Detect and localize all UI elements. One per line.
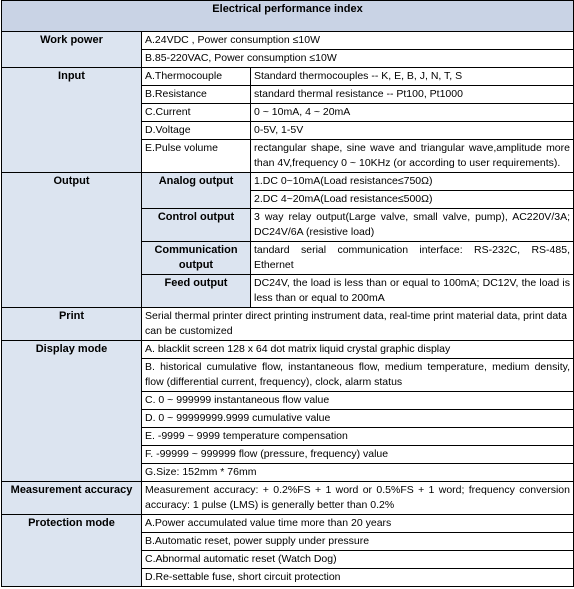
table-row xyxy=(2,308,574,341)
input-label: Input xyxy=(2,68,142,173)
protection-a: A.Power accumulated value time more than 20 years xyxy=(142,515,574,533)
table-header-row xyxy=(2,1,574,32)
feed-output-value: DC24V, the load is less than or equal to 100mA; DC12V, the load is less than or equal to 200mA xyxy=(251,275,574,308)
input-value-current: 0 ~ 10mA, 4 ~ 20mA xyxy=(251,104,574,122)
work-power-label: Work power xyxy=(2,32,142,68)
display-mode-label: Display mode xyxy=(2,341,142,482)
table-row xyxy=(2,341,574,359)
table-title: Electrical performance index xyxy=(2,1,574,32)
display-g: G.Size: 152mm * 76mm xyxy=(142,464,574,482)
measurement-accuracy-value: Measurement accuracy: + 0.2%FS + 1 word or 0.5%FS + 1 word; frequency conversion accuracy: 1 pulse (LMS) is generally better than 0.2% xyxy=(142,482,574,515)
input-value-pulse: rectangular shape, sine wave and triangular wave,amplitude more than 4V,frequency 0 ~ 10KHz (or according to user requirements). xyxy=(251,140,574,173)
measurement-accuracy-label: Measurement accuracy xyxy=(2,482,142,515)
electrical-performance-table xyxy=(1,0,574,587)
table-row xyxy=(2,68,574,86)
feed-output-label: Feed output xyxy=(142,275,251,308)
protection-d: D.Re-settable fuse, short circuit protection xyxy=(142,569,574,587)
display-f: F. -99999 ~ 999999 flow (pressure, frequency) value xyxy=(142,446,574,464)
display-e: E. -9999 ~ 9999 temperature compensation xyxy=(142,428,574,446)
input-name-resistance: B.Resistance xyxy=(142,86,251,104)
print-label: Print xyxy=(2,308,142,341)
table-row xyxy=(2,515,574,533)
table-row xyxy=(2,32,574,50)
input-name-current: C.Current xyxy=(142,104,251,122)
input-value-resistance: standard thermal resistance -- Pt100, Pt1000 xyxy=(251,86,574,104)
communication-output-value: tandard serial communication interface: RS-232C, RS-485, Ethernet xyxy=(251,242,574,275)
protection-b: B.Automatic reset, power supply under pressure xyxy=(142,533,574,551)
work-power-a: A.24VDC , Power consumption ≤10W xyxy=(142,32,574,50)
input-name-thermocouple: A.Thermocouple xyxy=(142,68,251,86)
analog-output-1: 1.DC 0~10mA(Load resistance≤750Ω) xyxy=(251,173,574,191)
protection-mode-label: Protection mode xyxy=(2,515,142,587)
display-c: C. 0 ~ 999999 instantaneous flow value xyxy=(142,392,574,410)
communication-output-label: Communication output xyxy=(142,242,251,275)
input-value-thermocouple: Standard thermocouples -- K, E, B, J, N, T, S xyxy=(251,68,574,86)
display-a: A. blacklit screen 128 x 64 dot matrix liquid crystal graphic display xyxy=(142,341,574,359)
table-row xyxy=(2,173,574,191)
print-value: Serial thermal printer direct printing instrument data, real-time print material data, print data can be customized xyxy=(142,308,574,341)
input-value-voltage: 0-5V, 1-5V xyxy=(251,122,574,140)
work-power-b: B.85-220VAC, Power consumption ≤10W xyxy=(142,50,574,68)
display-d: D. 0 ~ 99999999.9999 cumulative value xyxy=(142,410,574,428)
display-b: B. historical cumulative flow, instantaneous flow, medium temperature, medium density, flow (differential current, frequency), clock, alarm status xyxy=(142,359,574,392)
analog-output-2: 2.DC 4~20mA(Load resistance≤500Ω) xyxy=(251,191,574,209)
control-output-label: Control output xyxy=(142,209,251,242)
analog-output-label: Analog output xyxy=(142,173,251,209)
protection-c: C.Abnormal automatic reset (Watch Dog) xyxy=(142,551,574,569)
input-name-pulse: E.Pulse volume xyxy=(142,140,251,173)
input-name-voltage: D.Voltage xyxy=(142,122,251,140)
table-row xyxy=(2,482,574,515)
output-label: Output xyxy=(2,173,142,308)
control-output-value: 3 way relay output(Large valve, small valve, pump), AC220V/3A; DC24V/6A (resistive load) xyxy=(251,209,574,242)
